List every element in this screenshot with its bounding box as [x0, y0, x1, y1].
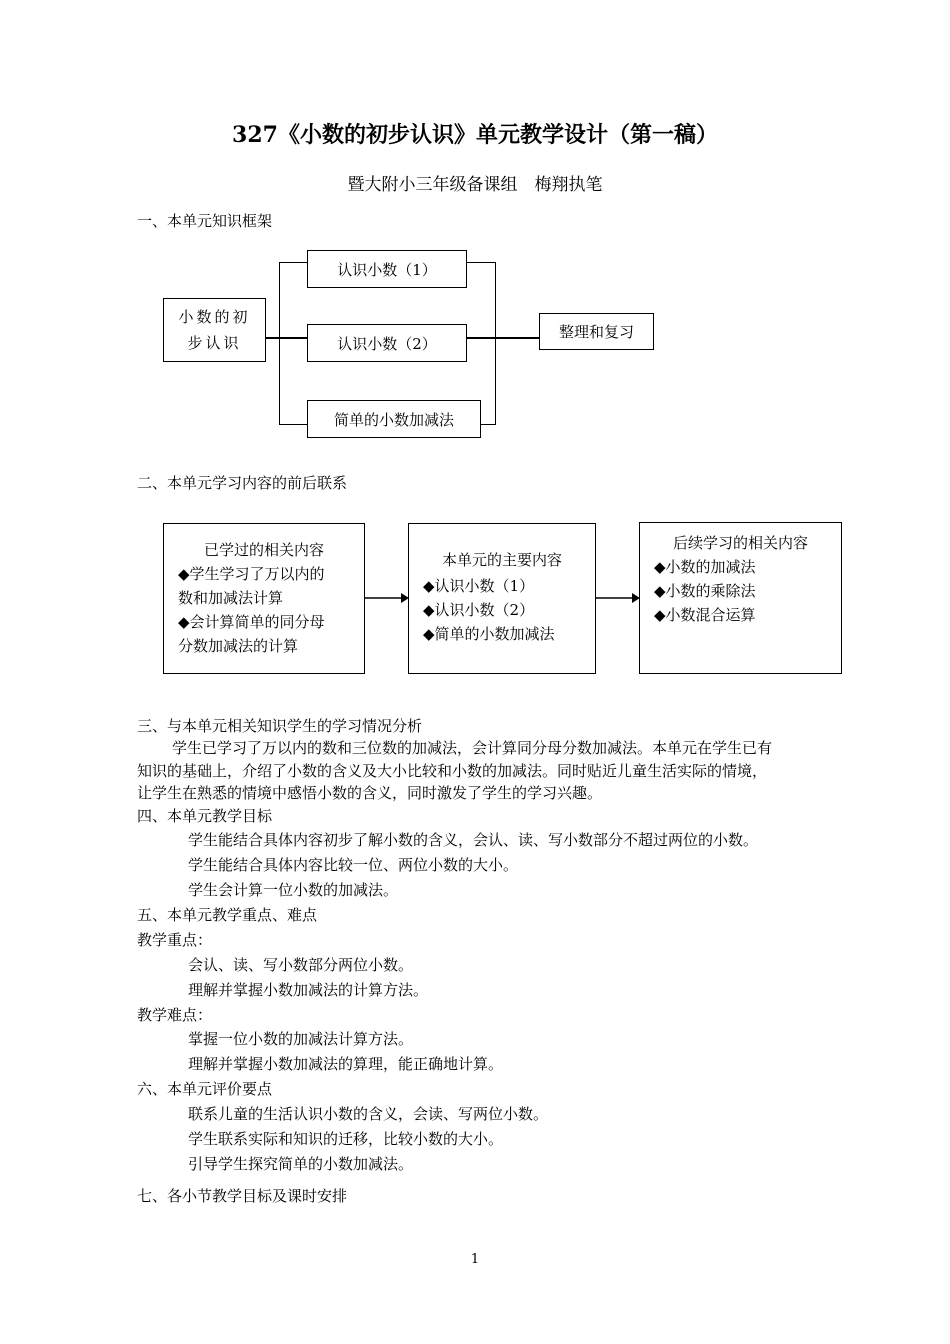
connector-line [467, 337, 540, 339]
flow-prev-item: 数和加减法计算 [178, 589, 284, 607]
connector-line [279, 262, 308, 263]
flow-prev-box [163, 523, 365, 674]
flow-prev-title: 已学过的相关内容 [203, 541, 324, 559]
framework-branch-3: 简单的小数加减法 [307, 400, 481, 438]
framework-branch-2: 认识小数（2） [307, 324, 467, 362]
analysis-paragraph-line: 知识的基础上，介绍了小数的含义及大小比较和小数的加减法。同时贴近儿童生活实际的情境， [137, 762, 768, 780]
flow-next-item: ◆小数的加减法 [654, 558, 756, 576]
evaluation-item: 学生联系实际和知识的迁移，比较小数的大小。 [188, 1130, 504, 1148]
framework-end-box: 整理和复习 [539, 313, 654, 350]
flow-main-box [408, 523, 596, 674]
connector-line [467, 262, 496, 263]
connector-line [266, 337, 308, 339]
page-title: 327《小数的初步认识》单元教学设计（第一稿） [232, 122, 718, 148]
section-heading-6: 六、本单元评价要点 [137, 1080, 273, 1098]
flow-next-title: 后续学习的相关内容 [672, 534, 808, 552]
evaluation-item: 引导学生探究简单的小数加减法。 [188, 1155, 414, 1173]
connector-line [279, 262, 280, 425]
flow-next-item: ◆小数混合运算 [654, 606, 756, 624]
section-heading-3: 三、与本单元相关知识学生的学习情况分析 [137, 717, 423, 735]
section-heading-4: 四、本单元教学目标 [137, 807, 273, 825]
section-heading-2: 二、本单元学习内容的前后联系 [137, 474, 348, 492]
connector-line [279, 424, 308, 425]
flow-main-item: ◆简单的小数加减法 [423, 625, 555, 643]
flow-next-item: ◆小数的乘除法 [654, 582, 756, 600]
difficulty-item: 掌握一位小数的加减法计算方法。 [188, 1030, 414, 1048]
goal-item: 学生能结合具体内容初步了解小数的含义，会认、读、写小数部分不超过两位的小数。 [188, 831, 759, 849]
flow-main-title: 本单元的主要内容 [441, 551, 562, 569]
section-heading-7: 七、各小节教学目标及课时安排 [137, 1187, 348, 1205]
arrow-right-icon [596, 590, 641, 606]
goal-item: 学生能结合具体内容比较一位、两位小数的大小。 [188, 856, 519, 874]
arrow-right-icon [365, 590, 410, 606]
section-heading-1: 一、本单元知识框架 [137, 212, 273, 230]
goal-item: 学生会计算一位小数的加减法。 [188, 881, 399, 899]
difficulty-label: 教学难点： [137, 1006, 213, 1024]
flow-next-box [639, 522, 842, 674]
flow-prev-item: 分数加减法的计算 [178, 637, 299, 655]
flow-main-item: ◆认识小数（2） [423, 601, 535, 619]
connector-line [481, 424, 496, 425]
key-points-label: 教学重点： [137, 931, 213, 949]
flow-main-item: ◆认识小数（1） [423, 577, 535, 595]
framework-branch-1: 认识小数（1） [307, 250, 467, 288]
analysis-paragraph-line: 学生已学习了万以内的数和三位数的加减法，会计算同分母分数加减法。本单元在学生已有 [172, 739, 773, 757]
page-subtitle: 暨大附小三年级备课组 梅翔执笔 [347, 175, 603, 195]
connector-line [495, 262, 496, 425]
evaluation-item: 联系儿童的生活认识小数的含义，会读、写两位小数。 [188, 1105, 549, 1123]
difficulty-item: 理解并掌握小数加减法的算理，能正确地计算。 [188, 1055, 504, 1073]
flow-prev-item: ◆会计算简单的同分母 [178, 613, 325, 631]
key-point-item: 理解并掌握小数加减法的计算方法。 [188, 981, 429, 999]
page-number: 1 [470, 1252, 480, 1267]
flow-prev-item: ◆学生学习了万以内的 [178, 565, 325, 583]
section-heading-5: 五、本单元教学重点、难点 [137, 906, 318, 924]
key-point-item: 会认、读、写小数部分两位小数。 [188, 956, 414, 974]
analysis-paragraph-line: 让学生在熟悉的情境中感悟小数的含义，同时激发了学生的学习兴趣。 [137, 784, 603, 802]
framework-root-box: 小数的初步认识 [163, 298, 266, 362]
